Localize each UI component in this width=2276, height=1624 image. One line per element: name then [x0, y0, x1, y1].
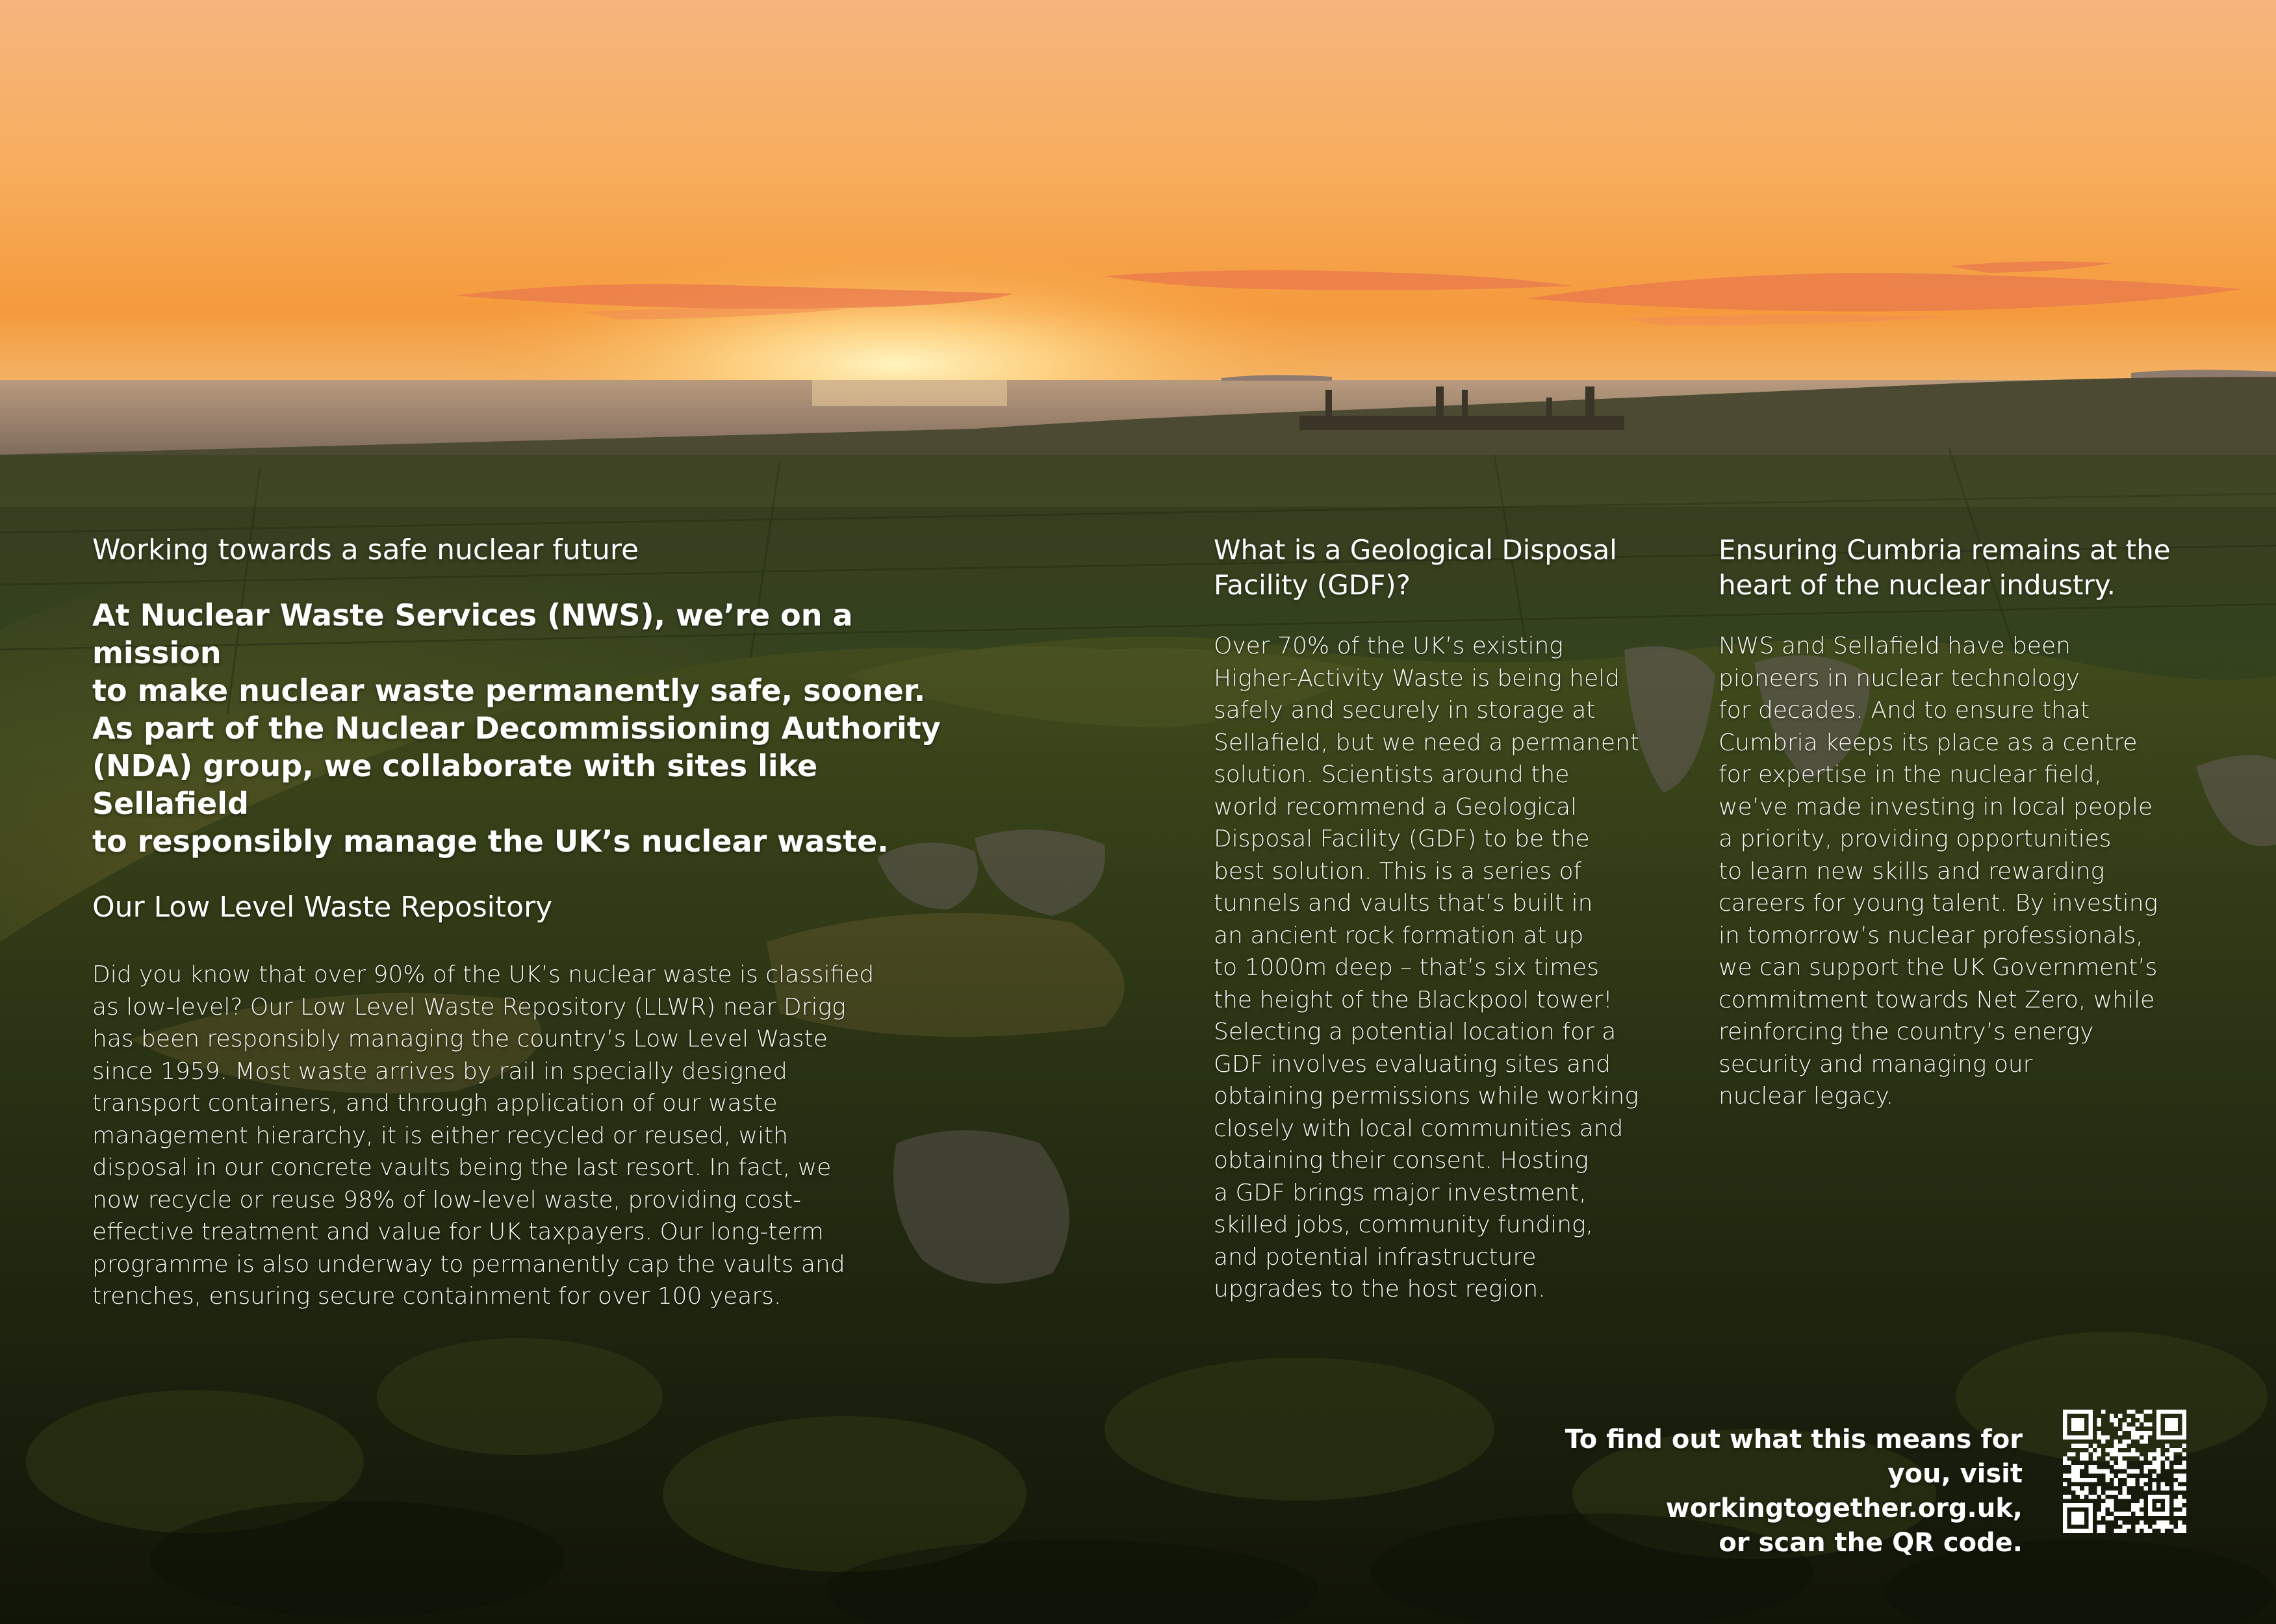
body-line: careers for young talent. By investing [1719, 890, 2158, 917]
intro-lead-line: to responsibly manage the UK’s nuclear waste. [92, 824, 889, 859]
body-line: reinforcing the country’s energy [1719, 1019, 2094, 1045]
body-line: world recommend a Geological [1214, 793, 1578, 820]
body-line: programme is also underway to permanently cap the vaults and [92, 1250, 845, 1278]
body-line: to 1000m deep – that’s six times [1214, 954, 1599, 981]
body-line: best solution. This is a series of [1214, 857, 1582, 885]
body-line: Disposal Facility (GDF) to be the [1214, 826, 1590, 852]
body-line: Did you know that over 90% of the UK’s nuclear waste is classified [92, 961, 875, 988]
intro-heading: Working towards a safe nuclear future [92, 533, 639, 566]
body-line: disposal in our concrete vaults being the last resort. In fact, we [92, 1154, 832, 1181]
body-line: a GDF brings major investment, [1214, 1179, 1587, 1206]
cta-line: or scan the QR code. [1719, 1528, 2023, 1558]
body-line: safely and securely in storage at [1214, 697, 1596, 724]
gdf-heading [1214, 533, 1694, 603]
body-line: obtaining their consent. Hosting [1214, 1147, 1589, 1174]
body-line: Over 70% of the UK’s existing [1214, 633, 1563, 659]
body-line: closely with local communities and [1214, 1115, 1624, 1142]
llwr-heading: Our Low Level Waste Repository [92, 891, 553, 924]
body-line: has been responsibly managing the country’s Low Level Waste [92, 1026, 828, 1052]
body-line: since 1959. Most waste arrives by rail in specially designed [92, 1058, 787, 1085]
body-line: trenches, ensuring secure containment for over 100 years. [92, 1283, 782, 1310]
body-line: to learn new skills and rewarding [1719, 857, 2105, 885]
body-line: an ancient rock formation at up [1214, 922, 1584, 949]
intro-lead-line: to make nuclear waste permanently safe, sooner. [92, 673, 926, 708]
body-line: upgrades to the host region. [1214, 1276, 1546, 1302]
body-line: we’ve made investing in local people [1719, 793, 2153, 820]
qr-code-icon[interactable] [2063, 1410, 2186, 1533]
body-line: solution. Scientists around the [1214, 761, 1570, 788]
body-line: commitment towards Net Zero, while [1719, 986, 2155, 1013]
body-line: as low-level? Our Low Level Waste Repository (LLWR) near Drigg [92, 993, 846, 1021]
intro-section [92, 533, 950, 860]
intro-lead-line: At Nuclear Waste Services (NWS), we’re on a mission [92, 598, 853, 670]
body-line: in tomorrow’s nuclear professionals, [1719, 922, 2143, 949]
body-line: Sellafield, but we need a permanent [1214, 729, 1639, 756]
gdf-body [1214, 630, 1694, 1306]
body-line: we can support the UK Government’s [1719, 954, 2158, 981]
body-line: security and managing our [1719, 1050, 2033, 1078]
cumbria-heading [1719, 533, 2212, 603]
intro-lead-line: As part of the Nuclear Decommissioning Authority [92, 711, 941, 746]
cta-line[interactable]: you, visit workingtogether.org.uk, [1665, 1459, 2023, 1523]
llwr-section [92, 890, 969, 1313]
body-line: tunnels and vaults that’s built in [1214, 890, 1593, 917]
body-line: for expertise in the nuclear field, [1719, 761, 2102, 788]
cta-line: To find out what this means for [1565, 1425, 2023, 1454]
body-line: GDF involves evaluating sites and [1214, 1050, 1611, 1078]
body-line: Cumbria keeps its place as a centre [1719, 729, 2138, 756]
body-line: and potential infrastructure [1214, 1243, 1537, 1271]
body-line: for decades. And to ensure that [1719, 697, 2090, 724]
body-line: skilled jobs, community funding, [1214, 1212, 1594, 1238]
body-line: pioneers in nuclear technology [1719, 665, 2080, 692]
body-line: transport containers, and through application of our waste [92, 1090, 778, 1117]
gdf-section [1214, 533, 1694, 1306]
cumbria-body [1719, 630, 2212, 1113]
body-line: management hierarchy, it is either recycled or reused, with [92, 1122, 788, 1149]
gdf-heading-line: Facility (GDF)? [1214, 569, 1411, 601]
body-line: the height of the Blackpool tower! [1214, 986, 1613, 1013]
body-line: Selecting a potential location for a [1214, 1019, 1617, 1045]
call-to-action [1529, 1423, 2023, 1560]
cumbria-section [1719, 533, 2212, 1113]
body-line: now recycle or reuse 98% of low-level waste, providing cost- [92, 1186, 802, 1213]
body-line: a priority, providing opportunities [1719, 826, 2112, 852]
body-line: Higher-Activity Waste is being held [1214, 665, 1620, 692]
cumbria-heading-line: heart of the nuclear industry. [1719, 569, 2116, 601]
gdf-heading-line: What is a Geological Disposal [1214, 534, 1617, 566]
body-line: obtaining permissions while working [1214, 1083, 1639, 1110]
body-line: nuclear legacy. [1719, 1083, 1894, 1110]
intro-lead [92, 596, 950, 860]
llwr-body [92, 959, 969, 1313]
intro-lead-line: (NDA) group, we collaborate with sites like Sellafield [92, 748, 818, 821]
body-line: effective treatment and value for UK taxpayers. Our long-term [92, 1219, 824, 1245]
cumbria-heading-line: Ensuring Cumbria remains at the [1719, 534, 2171, 566]
body-line: NWS and Sellafield have been [1719, 633, 2071, 659]
